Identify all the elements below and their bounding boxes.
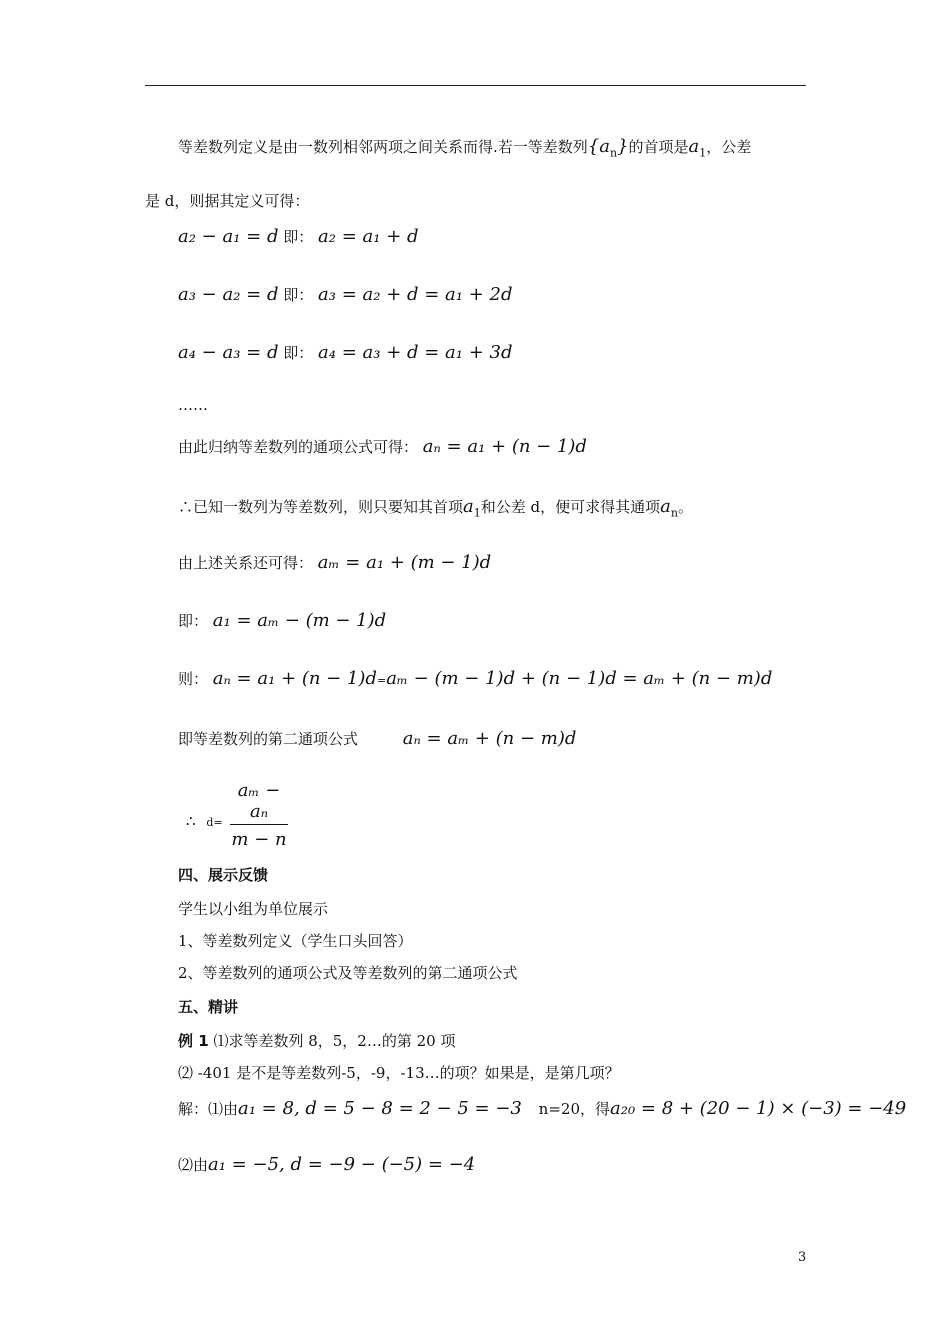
fraction-numerator: aₘ − aₙ — [230, 780, 288, 825]
therefore-text-1: ∴已知一数列为等差数列，则只要知其首项 — [178, 498, 464, 516]
relation-line — [178, 552, 491, 573]
solution-formula-1: a₁ = 8, d = 5 − 8 = 2 − 5 = −3 — [238, 1098, 522, 1119]
first-term-symbol: $a_1$ — [463, 496, 481, 520]
therefore-line — [178, 496, 693, 520]
derivation-label: 即： — [283, 286, 314, 304]
d-formula-prefix — [186, 812, 223, 830]
derivation-left: a₃ − a₂ = d — [178, 284, 279, 305]
relation-formula: aₘ = a₁ + (m − 1)d — [317, 552, 492, 573]
derivation-right: a₄ = a₃ + d = a₁ + 3d — [318, 342, 513, 363]
derivation-label: 即： — [283, 228, 314, 246]
ie-line — [178, 610, 386, 631]
solution-label: 解：⑴由 — [178, 1100, 239, 1118]
derivation-row-2 — [178, 284, 513, 305]
derivation-right: a₂ = a₁ + d — [318, 226, 419, 247]
derivation-row-3 — [178, 342, 513, 363]
ie-label: 即： — [178, 612, 209, 630]
page-number: 3 — [798, 1250, 807, 1265]
header-rule — [145, 85, 806, 86]
then-formula-1: aₙ = a₁ + (n − 1)d — [212, 668, 377, 689]
then-eq: = — [376, 674, 387, 687]
general-term-symbol: $a_n$ — [660, 496, 678, 520]
example-q1: ⑴求等差数列 8，5，2…的第 20 项 — [213, 1032, 456, 1050]
relation-text: 由上述关系还可得： — [178, 554, 314, 572]
example-q1-line — [178, 1030, 455, 1051]
derivation-label: 即： — [283, 344, 314, 362]
intro-text-3: ，公差 — [706, 138, 752, 156]
section-4-line-1: 学生以小组为单位展示 — [178, 900, 329, 918]
therefore-text-3: 。 — [677, 498, 693, 516]
section-5-heading: 五、精讲 — [178, 998, 239, 1016]
derivation-left: a₄ − a₃ = d — [178, 342, 279, 363]
solution-2-label: ⑵由 — [178, 1156, 209, 1174]
intro-text-1: 等差数列定义是由一数列相邻两项之间关系而得.若一等差数列 — [178, 138, 588, 156]
ellipsis: …… — [178, 396, 208, 414]
second-formula-text: 即等差数列的第二通项公式 — [178, 730, 359, 748]
general-formula-line — [178, 436, 587, 457]
d-label: d= — [206, 816, 223, 829]
solution-2-formula: a₁ = −5, d = −9 − (−5) = −4 — [208, 1154, 476, 1175]
derivation-right: a₃ = a₂ + d = a₁ + 2d — [318, 284, 513, 305]
then-label: 则： — [178, 670, 209, 688]
derivation-left: a₂ − a₁ = d — [178, 226, 279, 247]
first-term-symbol: $a_1$ — [688, 136, 707, 160]
intro-line — [178, 136, 751, 160]
general-formula: aₙ = a₁ + (n − 1)d — [422, 436, 587, 457]
d-fraction — [230, 780, 288, 850]
general-formula-text: 由此归纳等差数列的通项公式可得： — [178, 438, 419, 456]
therefore-symbol: ∴ — [186, 812, 196, 830]
intro-line-2: 是 d，则据其定义可得： — [145, 192, 310, 210]
fraction-denominator: m − n — [231, 829, 287, 850]
example-q2: ⑵ -401 是不是等差数列-5，-9，-13…的项？如果是，是第几项？ — [178, 1064, 620, 1082]
example-label: 例 1 — [178, 1032, 209, 1050]
second-formula: aₙ = aₘ + (n − m)d — [402, 728, 577, 749]
solution-formula-2: a₂₀ = 8 + (20 − 1) × (−3) = −49 — [610, 1098, 907, 1119]
section-4-line-2: 1、等差数列定义（学生口头回答） — [178, 932, 413, 950]
ie-formula: a₁ = aₘ − (m − 1)d — [212, 610, 387, 631]
solution-mid-text: n=20，得 — [538, 1100, 610, 1118]
section-4-heading: 四、展示反馈 — [178, 866, 269, 884]
solution-1-line — [178, 1098, 906, 1119]
section-4-line-3: 2、等差数列的通项公式及等差数列的第二通项公式 — [178, 964, 518, 982]
derivation-row-1 — [178, 226, 419, 247]
then-formula-2: aₘ − (m − 1)d + (n − 1)d = aₘ + (n − m)d — [386, 668, 773, 689]
second-formula-line — [178, 728, 576, 749]
solution-2-line — [178, 1154, 475, 1175]
then-line — [178, 668, 772, 689]
therefore-text-2: 和公差 d，便可求得其通项 — [480, 498, 661, 516]
intro-text-2: 的首项是 — [628, 138, 689, 156]
sequence-symbol: $\{a_n\}$ — [587, 136, 629, 160]
